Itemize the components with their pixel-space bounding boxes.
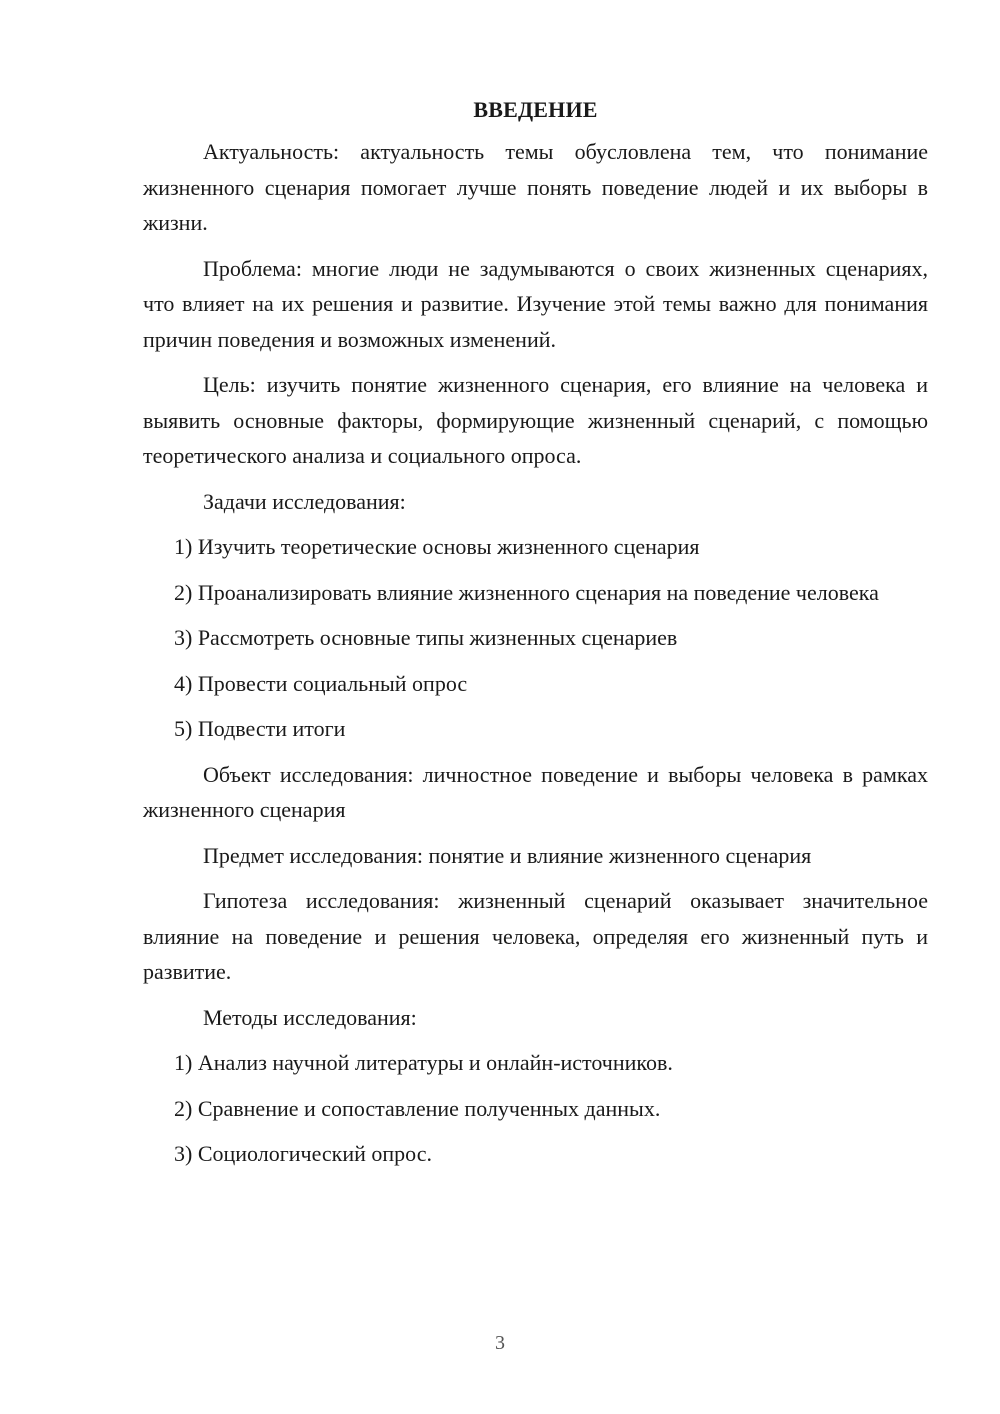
subject-paragraph: Предмет исследования: понятие и влияние жизненного сценария — [203, 842, 812, 868]
method-item-2: 2) Сравнение и сопоставление полученных данных. — [174, 1095, 661, 1121]
relevance-paragraph: Актуальность: актуальность темы обусловлена тем, что понимание жизненного сценария помогает лучше понять поведение людей и их выборы в жизни. — [143, 139, 928, 235]
task-item-2: 2) Проанализировать влияние жизненного сценария на поведение человека — [174, 579, 879, 605]
page-number: 3 — [495, 1332, 505, 1354]
page-content — [143, 92, 928, 1182]
task-item-1: 1) Изучить теоретические основы жизненного сценария — [174, 534, 700, 559]
page-heading: ВВЕДЕНИЕ — [473, 97, 598, 122]
task-item-4: 4) Провести социальный опрос — [174, 670, 468, 696]
hypothesis-paragraph: Гипотеза исследования: жизненный сценарий оказывает значительное влияние на поведение и решения человека, определяя его жизненный путь и развитие. — [143, 888, 928, 984]
goal-paragraph: Цель: изучить понятие жизненного сценария, его влияние на человека и выявить основные факторы, формирующие жизненный сценарий, с помощью теоретического анализа и социального опроса. — [143, 372, 928, 468]
task-item-3: 3) Рассмотреть основные типы жизненных сценариев — [174, 625, 678, 650]
methods-title: Методы исследования: — [203, 1004, 417, 1030]
problem-paragraph: Проблема: многие люди не задумываются о своих жизненных сценариях, что влияет на их решения и развитие. Изучение этой темы важно для понимания причин поведения и возможных изменений. — [143, 255, 928, 352]
object-paragraph: Объект исследования: личностное поведение и выборы человека в рамках жизненного сценария — [143, 761, 928, 822]
method-item-1: 1) Анализ научной литературы и онлайн-источников. — [174, 1050, 673, 1075]
method-item-3: 3) Социологический опрос. — [174, 1141, 432, 1166]
tasks-title: Задачи исследования: — [203, 488, 406, 514]
task-item-5: 5) Подвести итоги — [174, 716, 346, 741]
